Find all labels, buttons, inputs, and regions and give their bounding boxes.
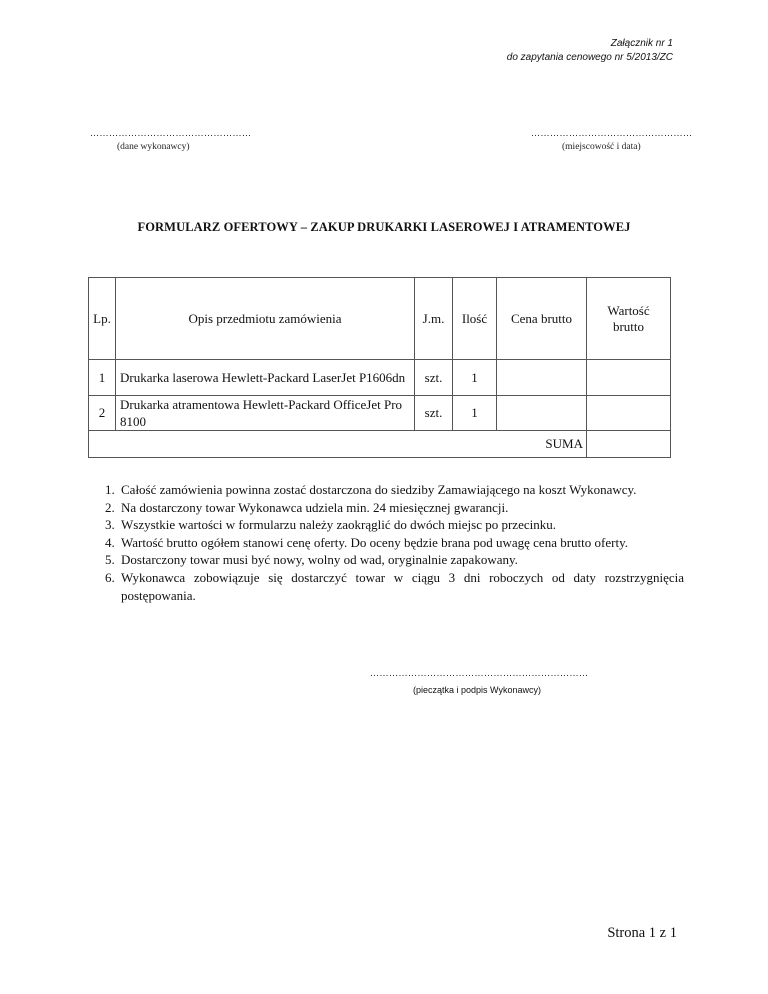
sum-value-cell[interactable] [587,431,671,458]
row-unit: szt. [415,396,453,431]
row-desc: Drukarka laserowa Hewlett-Packard LaserJet P1606dn [116,360,415,396]
list-item: 2. Na dostarczony towar Wykonawca udziela min. 24 miesięcznej gwarancji. [118,499,684,517]
header-price: Cena brutto [497,278,587,360]
list-item: 3. Wszystkie wartości w formularzu należy zaokrąglić do dwóch miejsc po przecinku. [118,516,684,534]
row-unit: szt. [415,360,453,396]
row-value-cell[interactable] [587,396,671,431]
header-value: Wartość brutto [587,278,671,360]
table-row [89,360,671,396]
header-lp: Lp. [89,278,116,360]
annex-header [507,37,673,65]
list-item: 4. Wartość brutto ogółem stanowi cenę oferty. Do oceny będzie brana pod uwagę cena brutto oferty. [118,534,684,552]
contractor-caption: (dane wykonawcy) [117,142,190,152]
table-row [89,396,671,431]
row-qty: 1 [453,396,497,431]
list-item: 5. Dostarczony towar musi być nowy, wolny od wad, oryginalnie zapakowany. [118,551,684,569]
annex-line-2: do zapytania cenowego nr 5/2013/ZC [506,52,673,63]
row-price-cell[interactable] [497,360,587,396]
table-header-row [89,278,671,360]
header-qty: Ilość [453,278,497,360]
page-title: FORMULARZ OFERTOWY – ZAKUP DRUKARKI LASEROWEJ I ATRAMENTOWEJ [137,220,631,234]
row-qty: 1 [453,360,497,396]
list-item: 6. Wykonawca zobowiązuje się dostarczyć towar w ciągu 3 dni roboczych od daty rozstrzygnięcia postępowania. [118,569,684,604]
header-desc: Opis przedmiotu zamówienia [116,278,415,360]
place-date-caption: (miejscowość i data) [562,142,641,152]
terms-list [92,481,684,604]
offer-table [88,277,671,458]
sum-label: SUMA [89,431,587,458]
header-unit: J.m. [415,278,453,360]
row-price-cell[interactable] [497,396,587,431]
place-date-dots: …………………………………………… [531,128,693,138]
signature-caption: (pieczątka i podpis Wykonawcy) [413,685,541,695]
row-lp: 1 [89,360,116,396]
page-number: Strona 1 z 1 [607,925,677,941]
contractor-dots: …………………………………………… [90,128,252,138]
sum-row [89,431,671,458]
list-item: 1. Całość zamówienia powinna zostać dostarczona do siedziby Zamawiającego na koszt Wykonawcy. [118,481,684,499]
signature-dots: …………………………………………………………… [370,668,589,678]
annex-line-1: Załącznik nr 1 [610,38,673,49]
row-lp: 2 [89,396,116,431]
row-value-cell[interactable] [587,360,671,396]
row-desc: Drukarka atramentowa Hewlett-Packard OfficeJet Pro 8100 [116,396,415,431]
